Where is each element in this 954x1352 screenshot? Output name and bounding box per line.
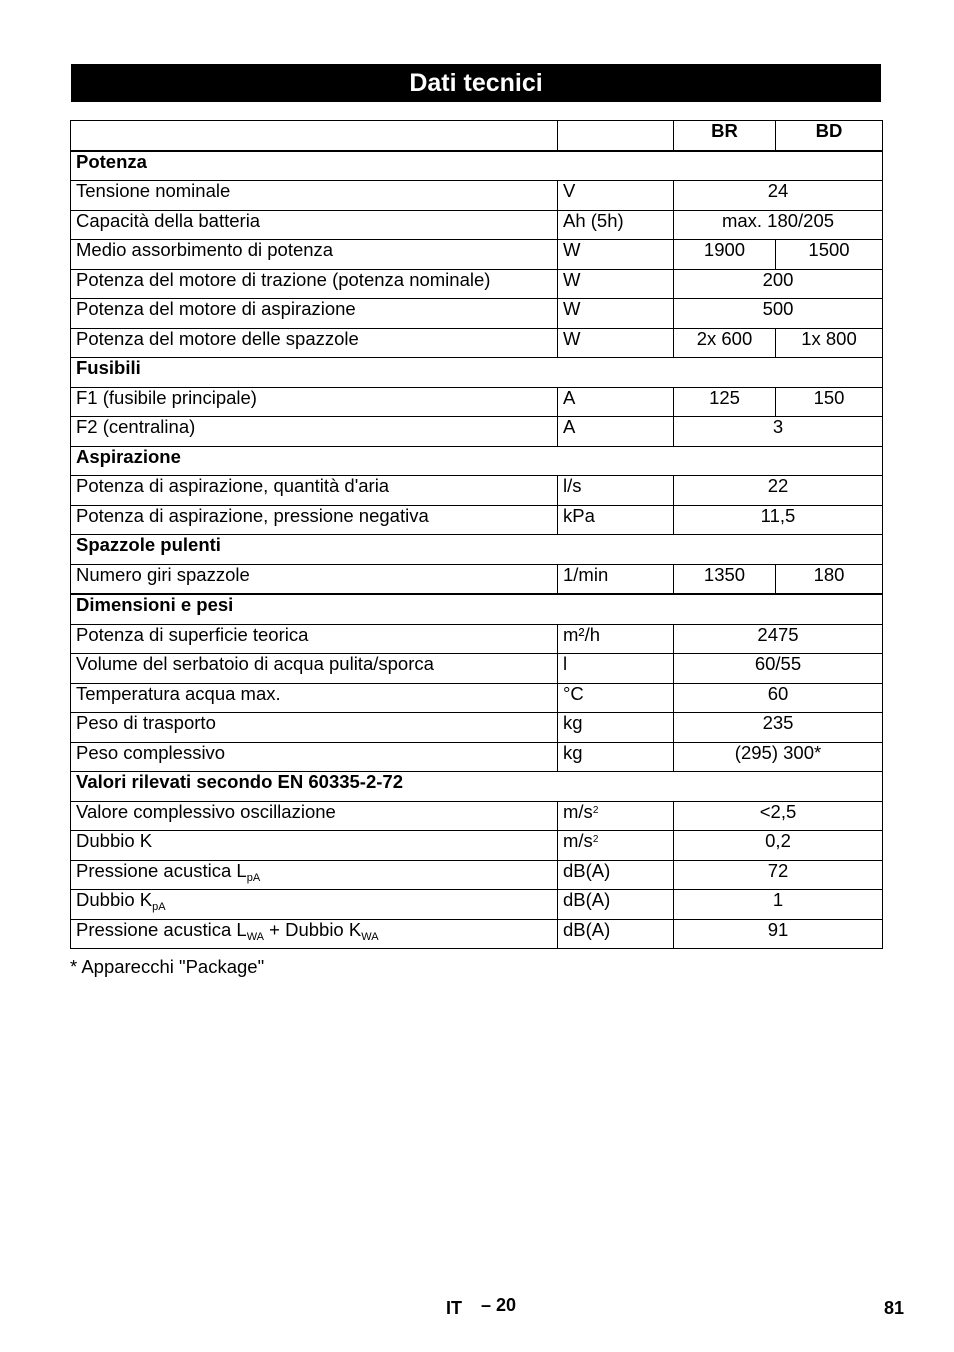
- section-title-valori: Valori rilevati secondo EN 60335-2-72: [71, 772, 883, 802]
- row-label: [71, 890, 558, 920]
- row-value-br: 125: [674, 387, 776, 417]
- table-row: [71, 624, 883, 654]
- row-unit: W: [558, 299, 674, 329]
- label-subscript: pA: [152, 901, 166, 913]
- table-header-row: [71, 121, 883, 151]
- row-unit: kg: [558, 713, 674, 743]
- row-label: Peso complessivo: [71, 742, 558, 772]
- unit-base: m/s: [563, 830, 593, 851]
- label-subscript: WA: [246, 930, 265, 943]
- row-label: [71, 860, 558, 890]
- row-value-br: 1350: [674, 564, 776, 594]
- row-value-br: 1900: [674, 240, 776, 270]
- page-title: Dati tecnici: [71, 64, 881, 102]
- table-row: [71, 831, 883, 861]
- table-row: [71, 210, 883, 240]
- row-unit: dB(A): [558, 890, 674, 920]
- row-label: Potenza di aspirazione, quantità d'aria: [71, 476, 558, 506]
- section-title-dimensioni: Dimensioni e pesi: [71, 594, 883, 624]
- row-unit: [558, 801, 674, 831]
- row-label: Peso di trasporto: [71, 713, 558, 743]
- row-value: 60/55: [674, 654, 883, 684]
- row-value-bd: 1x 800: [776, 328, 883, 358]
- row-label: Dubbio K: [71, 831, 558, 861]
- row-unit: l: [558, 654, 674, 684]
- table-row: [71, 417, 883, 447]
- row-unit: Ah (5h): [558, 210, 674, 240]
- row-value: 200: [674, 269, 883, 299]
- row-label: Numero giri spazzole: [71, 564, 558, 594]
- row-label: Potenza del motore di aspirazione: [71, 299, 558, 329]
- section-header: [71, 151, 883, 181]
- section-title-fusibili: Fusibili: [71, 358, 883, 388]
- section-title-spazzole: Spazzole pulenti: [71, 535, 883, 565]
- row-value: 500: [674, 299, 883, 329]
- row-value-br: 2x 600: [674, 328, 776, 358]
- header-blank-unit: [558, 121, 674, 151]
- row-value: 72: [674, 860, 883, 890]
- technical-data-table: [70, 120, 883, 949]
- row-unit: A: [558, 417, 674, 447]
- table-row: [71, 919, 883, 949]
- row-unit: [558, 831, 674, 861]
- row-value: 0,2: [674, 831, 883, 861]
- row-value-bd: 150: [776, 387, 883, 417]
- row-value-bd: 180: [776, 564, 883, 594]
- row-unit: l/s: [558, 476, 674, 506]
- section-title-potenza: Potenza: [71, 151, 883, 181]
- row-label: F2 (centralina): [71, 417, 558, 447]
- row-label: Capacità della batteria: [71, 210, 558, 240]
- footer-page-marker: – 20: [481, 1295, 517, 1315]
- table-row: [71, 387, 883, 417]
- row-value: 60: [674, 683, 883, 713]
- section-header: [71, 358, 883, 388]
- row-unit: W: [558, 328, 674, 358]
- row-unit: V: [558, 181, 674, 211]
- table-row: [71, 328, 883, 358]
- footnote: * Apparecchi "Package": [70, 956, 265, 977]
- column-header-bd: BD: [776, 121, 883, 151]
- label-text: Pressione acustica L: [76, 859, 247, 881]
- table-row: [71, 654, 883, 684]
- row-label: Potenza del motore delle spazzole: [71, 328, 558, 358]
- row-value: 1: [674, 890, 883, 920]
- row-label: Tensione nominale: [71, 181, 558, 211]
- row-value: 22: [674, 476, 883, 506]
- table-row: [71, 713, 883, 743]
- header-blank-label: [71, 121, 558, 151]
- table-row: [71, 505, 883, 535]
- row-value: 2475: [674, 624, 883, 654]
- table-row: [71, 683, 883, 713]
- row-value: (295) 300*: [674, 742, 883, 772]
- section-header: [71, 772, 883, 802]
- label-text: Pressione acustica L: [76, 918, 247, 940]
- table-row: [71, 860, 883, 890]
- row-label: Potenza di aspirazione, pressione negativa: [71, 505, 558, 535]
- unit-superscript: 2: [592, 804, 599, 816]
- row-unit: °C: [558, 683, 674, 713]
- section-title-aspirazione: Aspirazione: [71, 446, 883, 476]
- row-label: Potenza di superficie teorica: [71, 624, 558, 654]
- table-row: [71, 181, 883, 211]
- row-value: 24: [674, 181, 883, 211]
- row-label: Volume del serbatoio di acqua pulita/sporca: [71, 654, 558, 684]
- row-value-bd: 1500: [776, 240, 883, 270]
- table-row: [71, 890, 883, 920]
- row-unit: kPa: [558, 505, 674, 535]
- row-unit: W: [558, 269, 674, 299]
- footer-language: IT: [446, 1298, 462, 1318]
- footer-page-number: 81: [884, 1298, 905, 1318]
- section-header: [71, 446, 883, 476]
- row-value: max. 180/205: [674, 210, 883, 240]
- row-unit: kg: [558, 742, 674, 772]
- row-value: 3: [674, 417, 883, 447]
- label-text-mid: + Dubbio K: [264, 918, 362, 940]
- row-value: 91: [674, 919, 883, 949]
- row-label: F1 (fusibile principale): [71, 387, 558, 417]
- table-row: [71, 269, 883, 299]
- row-label: Valore complessivo oscillazione: [71, 801, 558, 831]
- label-subscript: pA: [246, 871, 261, 884]
- table-row: [71, 564, 883, 594]
- row-value: 235: [674, 713, 883, 743]
- row-value: <2,5: [674, 801, 883, 831]
- table-row: [71, 476, 883, 506]
- label-subscript-2: WA: [361, 930, 379, 943]
- row-unit: W: [558, 240, 674, 270]
- section-header: [71, 535, 883, 565]
- section-header: [71, 594, 883, 624]
- row-label: [71, 919, 558, 949]
- row-label: Temperatura acqua max.: [71, 683, 558, 713]
- row-unit: 1/min: [558, 564, 674, 594]
- row-label: Medio assorbimento di potenza: [71, 240, 558, 270]
- row-unit: dB(A): [558, 919, 674, 949]
- row-unit: dB(A): [558, 860, 674, 890]
- table-row: [71, 801, 883, 831]
- row-unit: A: [558, 387, 674, 417]
- label-text: Dubbio K: [76, 889, 153, 910]
- row-unit: m²/h: [558, 624, 674, 654]
- row-value: 11,5: [674, 505, 883, 535]
- table-row: [71, 240, 883, 270]
- column-header-br: BR: [674, 121, 776, 151]
- row-label: Potenza del motore di trazione (potenza nominale): [71, 269, 558, 299]
- unit-superscript: 2: [592, 834, 599, 845]
- table-row: [71, 299, 883, 329]
- table-row: [71, 742, 883, 772]
- unit-base: m/s: [563, 800, 593, 822]
